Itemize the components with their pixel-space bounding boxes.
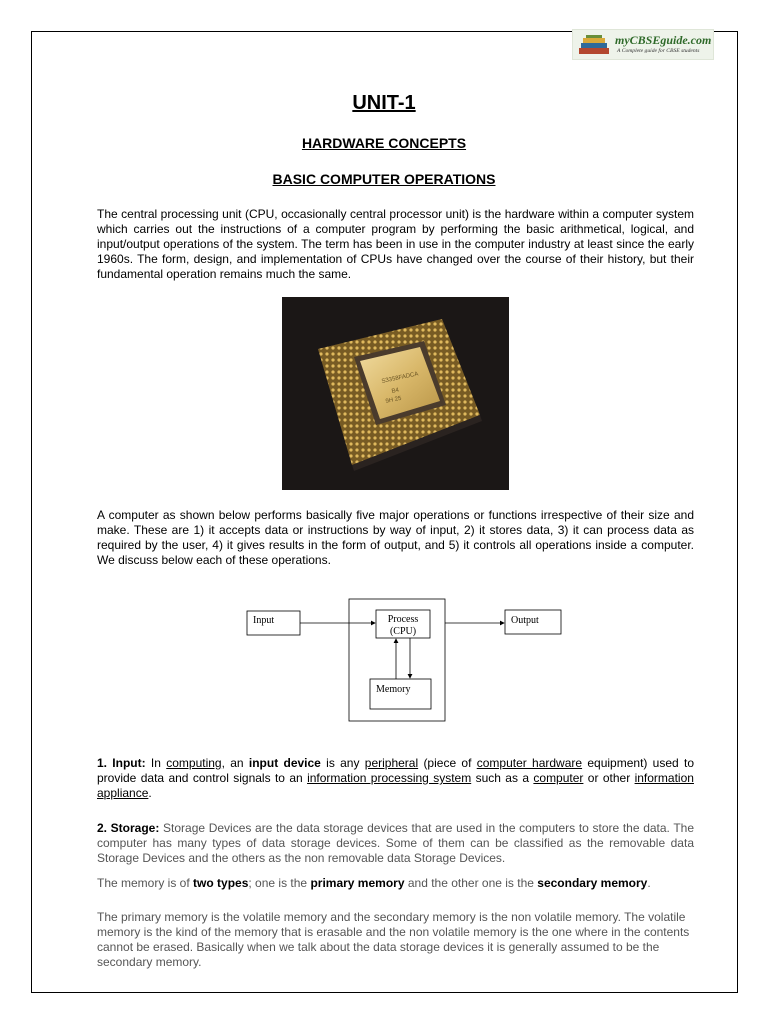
- memory-types-text-3: and the other one is the: [407, 876, 534, 890]
- link-computer[interactable]: computer: [533, 771, 584, 785]
- link-computer-hardware[interactable]: computer hardware: [476, 756, 583, 770]
- memory-types-paragraph: [97, 876, 694, 891]
- input-text-8: .: [148, 786, 152, 800]
- input-text-6: such as a: [475, 771, 530, 785]
- link-information-processing-system[interactable]: information processing system: [307, 771, 472, 785]
- logo-brand-text: myCBSEguide.com: [615, 33, 712, 47]
- unit-title: UNIT-1: [352, 92, 416, 114]
- input-text-7: or other: [587, 771, 631, 785]
- cpu-photo: [282, 297, 509, 490]
- primary-secondary-paragraph: The primary memory is the volatile memory and the secondary memory is the non volatile memory. The volatile memory is the kind of the memory that is erasable and the non volatile memory is the one where in the contents cannot be erased. Basically when we talk about the data storage devices it is generally assumed to be the secondary memory.: [97, 910, 690, 969]
- link-computing[interactable]: computing: [166, 756, 222, 770]
- storage-heading: 2. Storage:: [97, 821, 160, 835]
- memory-types-text-1: The memory is of: [97, 876, 190, 890]
- chapter-subtitle: HARDWARE CONCEPTS: [301, 135, 467, 151]
- cpu-chip-marking-2: B4: [391, 387, 400, 395]
- link-peripheral[interactable]: peripheral: [364, 756, 419, 770]
- diagram-output-label: Output: [511, 615, 539, 626]
- link-information-appliance[interactable]: information appliance: [97, 771, 694, 800]
- operations-paragraph: A computer as shown below performs basically five major operations or functions irrespective of their size and make. These are 1) it accepts data or instructions by way of input, 2) it stores data, 3) it can process data as required by the user, 4) it gives results in the form of output, and 5) it controls all operations inside a computer. We discuss below each of these operations.: [97, 508, 694, 567]
- section-title: BASIC COMPUTER OPERATIONS: [272, 171, 496, 187]
- input-text-1: In: [150, 756, 161, 770]
- diagram-process-label: Process: [387, 614, 419, 625]
- input-device-term: input device: [248, 756, 321, 770]
- input-paragraph: [97, 756, 694, 801]
- input-heading: 1. Input:: [97, 756, 146, 770]
- mycbseguide-logo[interactable]: [572, 29, 714, 60]
- diagram-input-label: Input: [253, 615, 275, 626]
- primary-memory-term: primary memory: [310, 876, 405, 890]
- input-text-2: , an: [221, 756, 244, 770]
- cpu-chip-marking-1: S3358FADCA: [381, 371, 419, 385]
- diagram-memory-label: Memory: [376, 684, 411, 695]
- cpu-intro-paragraph: The central processing unit (CPU, occasionally central processor unit) is the hardware within a computer system which carries out the instructions of a computer program by performing the basic arithmetical, logical, and input/output operations of the system. The term has been in use in the computer industry at least since the early 1960s. The form, design, and implementation of CPUs have changed over the course of their history, but their fundamental operation remains much the same.: [97, 207, 694, 281]
- computer-operations-diagram: [246, 597, 566, 723]
- two-types-term: two types: [193, 876, 249, 890]
- books-icon: [577, 34, 613, 56]
- storage-paragraph: [97, 821, 694, 866]
- secondary-memory-term: secondary memory: [537, 876, 648, 890]
- memory-types-text-4: .: [647, 876, 651, 890]
- cpu-chip-marking-3: 9H 25: [385, 395, 403, 405]
- storage-text: Storage Devices are the data storage devices that are used in the computers to store the data. The computer has many types of data storage devices. Some of them can be classified as the removable data Storage Devices and the others as the non removable data Storage Devices.: [97, 821, 695, 865]
- input-text-5: equipment) used to provide data and control signals to an: [97, 756, 694, 785]
- memory-types-text-2: ; one is the: [248, 876, 308, 890]
- input-text-4: (piece of: [423, 756, 472, 770]
- logo-tagline: A Complete guide for CBSE students: [617, 48, 700, 54]
- input-text-3: is any: [326, 756, 360, 770]
- diagram-process-cpu-label: (CPU): [389, 626, 417, 637]
